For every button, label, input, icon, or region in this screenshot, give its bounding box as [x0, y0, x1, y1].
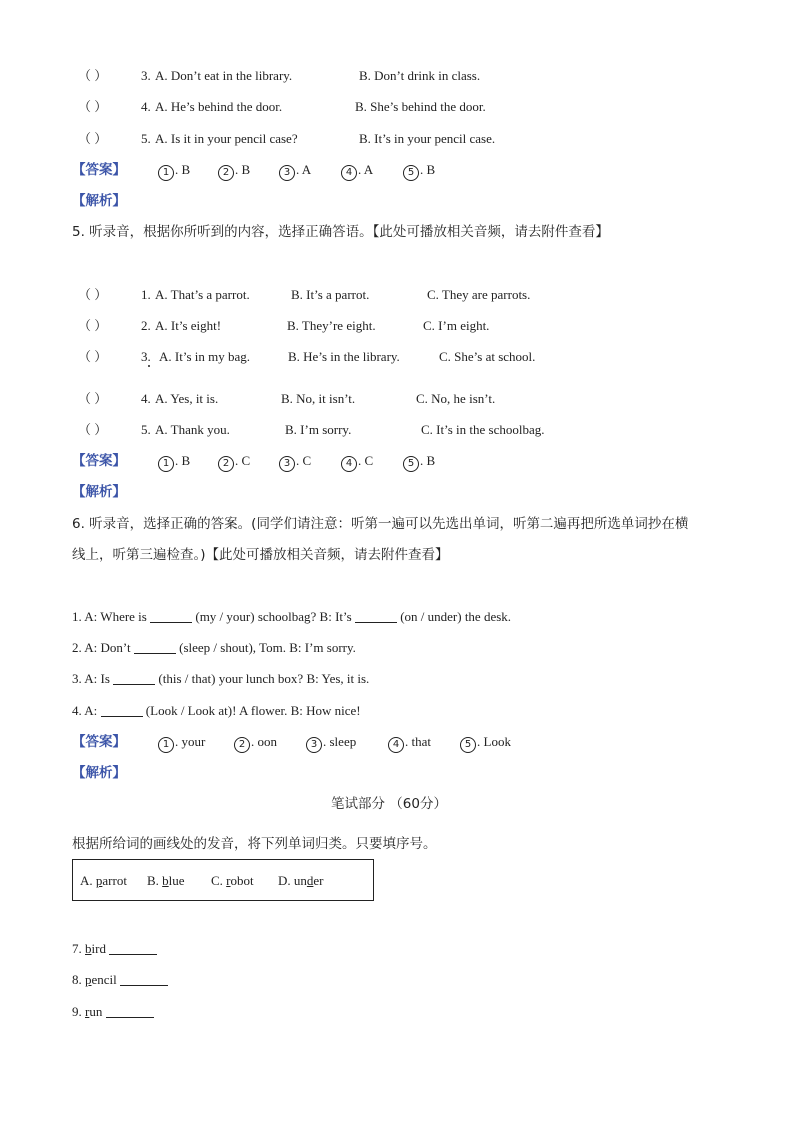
item-number: 3. [141, 349, 151, 364]
item-rest: un [89, 1004, 106, 1019]
answer-1 [158, 734, 205, 753]
option-rest: lue [168, 873, 185, 888]
underlined-letter: r [85, 1004, 90, 1019]
answer-paren: （ ） [78, 318, 108, 333]
underlined-letter: r [226, 873, 231, 888]
item-number: 4. [141, 391, 151, 406]
q5-title: 5. 听录音，根据你所听到的内容，选择正确答语。【此处可播放相关音频，请去附件查看】 [72, 224, 609, 240]
answer-value: . sleep [323, 734, 357, 749]
answer-value: . that [405, 734, 431, 749]
fill-blank[interactable] [355, 610, 397, 623]
answer-value: . C [296, 453, 312, 468]
answer-value: . Look [477, 734, 511, 749]
option-c: C. She’s at school. [439, 349, 536, 364]
item-number: 5. [141, 131, 151, 146]
option-a: A. It’s eight! [155, 318, 222, 333]
q6-sentence-4 [72, 703, 361, 719]
circled-number: 2 [218, 165, 234, 181]
q4-item-5 [78, 131, 496, 147]
fill-blank[interactable] [120, 973, 168, 986]
fill-blank[interactable] [109, 942, 157, 955]
circled-number: 5 [460, 737, 476, 753]
fill-blank[interactable] [101, 704, 143, 717]
sentence-text: 3. A: Is [72, 671, 114, 686]
sentence-text: (this / that) your lunch box? B: Yes, it is. [155, 671, 370, 686]
answer-value: . A [358, 162, 374, 177]
underlined-letter: p [85, 972, 92, 987]
circled-number: 1 [158, 165, 174, 181]
fill-blank[interactable] [134, 641, 176, 654]
circled-number: 5 [403, 165, 419, 181]
answer-5 [403, 162, 435, 181]
option-a: A. Yes, it is. [155, 391, 219, 406]
word-box [72, 859, 374, 901]
answer-value: . B [175, 453, 191, 468]
answer-label: 【答案】 [72, 734, 126, 750]
item-number: 5. [141, 422, 151, 437]
option-b: B. No, it isn’t. [281, 391, 356, 406]
option-prefix: C. [211, 873, 227, 888]
circled-number: 4 [341, 456, 357, 472]
circled-number: 2 [218, 456, 234, 472]
q4-analysis-label: 【解析】 [72, 193, 126, 209]
q6-sentence-1 [72, 609, 511, 625]
q4-item-3 [78, 68, 481, 84]
answer-paren: （ ） [78, 349, 108, 364]
answer-2 [234, 734, 277, 753]
answer-5 [403, 453, 435, 472]
answer-paren: （ ） [78, 99, 108, 114]
answer-value: . B [420, 453, 436, 468]
answer-2 [218, 162, 250, 181]
answer-4 [341, 162, 373, 181]
option-rest: er [313, 873, 324, 888]
underlined-letter: d [306, 873, 314, 888]
option-b: B. Don’t drink in class. [359, 68, 481, 83]
answer-value: . B [420, 162, 436, 177]
underlined-letter: b [85, 941, 92, 956]
classify-item-8 [72, 972, 168, 988]
q5-item-3 [78, 349, 536, 365]
option-b: B. It’s in your pencil case. [359, 131, 496, 146]
option-b: B. She’s behind the door. [355, 99, 486, 114]
word-option-c [211, 873, 254, 889]
fill-blank[interactable] [113, 672, 155, 685]
option-c: C. I’m eight. [423, 318, 490, 333]
answer-value: . B [235, 162, 251, 177]
q4-item-4 [78, 99, 486, 115]
circled-number: 2 [234, 737, 250, 753]
answer-paren: （ ） [78, 287, 108, 302]
option-a: A. He’s behind the door. [155, 99, 283, 114]
q4-answer-row [72, 162, 436, 178]
circled-number: 1 [158, 456, 174, 472]
circled-number: 1 [158, 737, 174, 753]
option-c: C. They are parrots. [427, 287, 531, 302]
answer-paren: （ ） [78, 391, 108, 406]
answer-3 [279, 162, 311, 181]
option-b: B. He’s in the library. [288, 349, 400, 364]
answer-3 [279, 453, 311, 472]
circled-number: 3 [306, 737, 322, 753]
answer-1 [158, 453, 190, 472]
answer-value: . C [235, 453, 251, 468]
classify-item-7 [72, 941, 157, 957]
option-a: A. Don’t eat in the library. [155, 68, 293, 83]
classify-item-9 [72, 1004, 154, 1020]
answer-3 [306, 734, 356, 753]
answer-value: . B [175, 162, 191, 177]
circled-number: 5 [403, 456, 419, 472]
sentence-text: (my / your) schoolbag? B: It’s [192, 609, 355, 624]
item-rest: ird [91, 941, 110, 956]
option-c: C. It’s in the schoolbag. [421, 422, 545, 437]
sentence-text: 4. A: [72, 703, 101, 718]
option-c: C. No, he isn’t. [416, 391, 496, 406]
circled-number: 3 [279, 165, 295, 181]
sentence-text: (Look / Look at)! A flower. B: How nice! [142, 703, 361, 718]
item-prefix: 8. [72, 972, 85, 987]
answer-value: . A [296, 162, 312, 177]
sentence-text: 2. A: Don’t [72, 640, 134, 655]
q6-title-line-2: 线上，听第三遍检查。)【此处可播放相关音频，请去附件查看】 [72, 547, 449, 563]
circled-number: 4 [341, 165, 357, 181]
option-a: A. Is it in your pencil case? [155, 131, 298, 146]
answer-value: . oon [251, 734, 277, 749]
q5-item-4 [78, 391, 496, 407]
answer-value: . C [358, 453, 374, 468]
answer-4 [388, 734, 431, 753]
answer-label: 【答案】 [72, 162, 126, 178]
option-prefix: A. [80, 873, 96, 888]
item-rest: encil [91, 972, 121, 987]
stray-dot [148, 365, 150, 367]
answer-paren: （ ） [78, 68, 108, 83]
answer-paren: （ ） [78, 422, 108, 437]
answer-label: 【答案】 [72, 453, 126, 469]
section-heading: 笔试部分 （60分） [331, 796, 447, 812]
option-a: A. Thank you. [155, 422, 230, 437]
option-prefix: D. un [278, 873, 307, 888]
word-option-a [80, 873, 127, 889]
option-b: B. It’s a parrot. [291, 287, 370, 302]
option-rest: obot [230, 873, 254, 888]
option-a: A. That’s a parrot. [155, 287, 250, 302]
q6-analysis-label: 【解析】 [72, 765, 126, 781]
answer-paren: （ ） [78, 131, 108, 146]
q6-sentence-2 [72, 640, 356, 656]
q5-item-1 [78, 287, 531, 303]
sentence-text: (sleep / shout), Tom. B: I’m sorry. [175, 640, 356, 655]
fill-blank[interactable] [106, 1005, 154, 1018]
option-a: A. It’s in my bag. [159, 349, 250, 364]
q6-sentence-3 [72, 671, 369, 687]
option-b: B. I’m sorry. [285, 422, 352, 437]
q6-title-line-1: 6. 听录音，选择正确的答案。(同学们请注意：听第一遍可以先选出单词，听第二遍再把所选单词抄在横 [72, 516, 689, 532]
q5-item-5 [78, 422, 545, 438]
sentence-text: (on / under) the desk. [396, 609, 512, 624]
item-prefix: 7. [72, 941, 85, 956]
q5-item-2 [78, 318, 490, 334]
option-rest: arrot [102, 873, 127, 888]
option-b: B. They’re eight. [287, 318, 376, 333]
underlined-letter: p [95, 873, 103, 888]
word-option-d [278, 873, 324, 889]
underlined-letter: b [162, 873, 169, 888]
answer-2 [218, 453, 250, 472]
circled-number: 4 [388, 737, 404, 753]
item-number: 3. [141, 68, 151, 83]
item-number: 4. [141, 99, 151, 114]
answer-4 [341, 453, 373, 472]
item-number: 2. [141, 318, 151, 333]
q6-answer-row [72, 734, 511, 750]
item-number: 1. [141, 287, 151, 302]
item-prefix: 9. [72, 1004, 85, 1019]
answer-value: . your [175, 734, 206, 749]
fill-blank[interactable] [150, 610, 192, 623]
sentence-text: 1. A: Where is [72, 609, 151, 624]
answer-5 [460, 734, 511, 753]
circled-number: 3 [279, 456, 295, 472]
option-prefix: B. [147, 873, 163, 888]
classify-instruction: 根据所给词的画线处的发音，将下列单词归类。只要填序号。 [72, 836, 437, 852]
word-option-b [147, 873, 185, 889]
q5-answer-row [72, 453, 436, 469]
answer-1 [158, 162, 190, 181]
q5-analysis-label: 【解析】 [72, 484, 126, 500]
